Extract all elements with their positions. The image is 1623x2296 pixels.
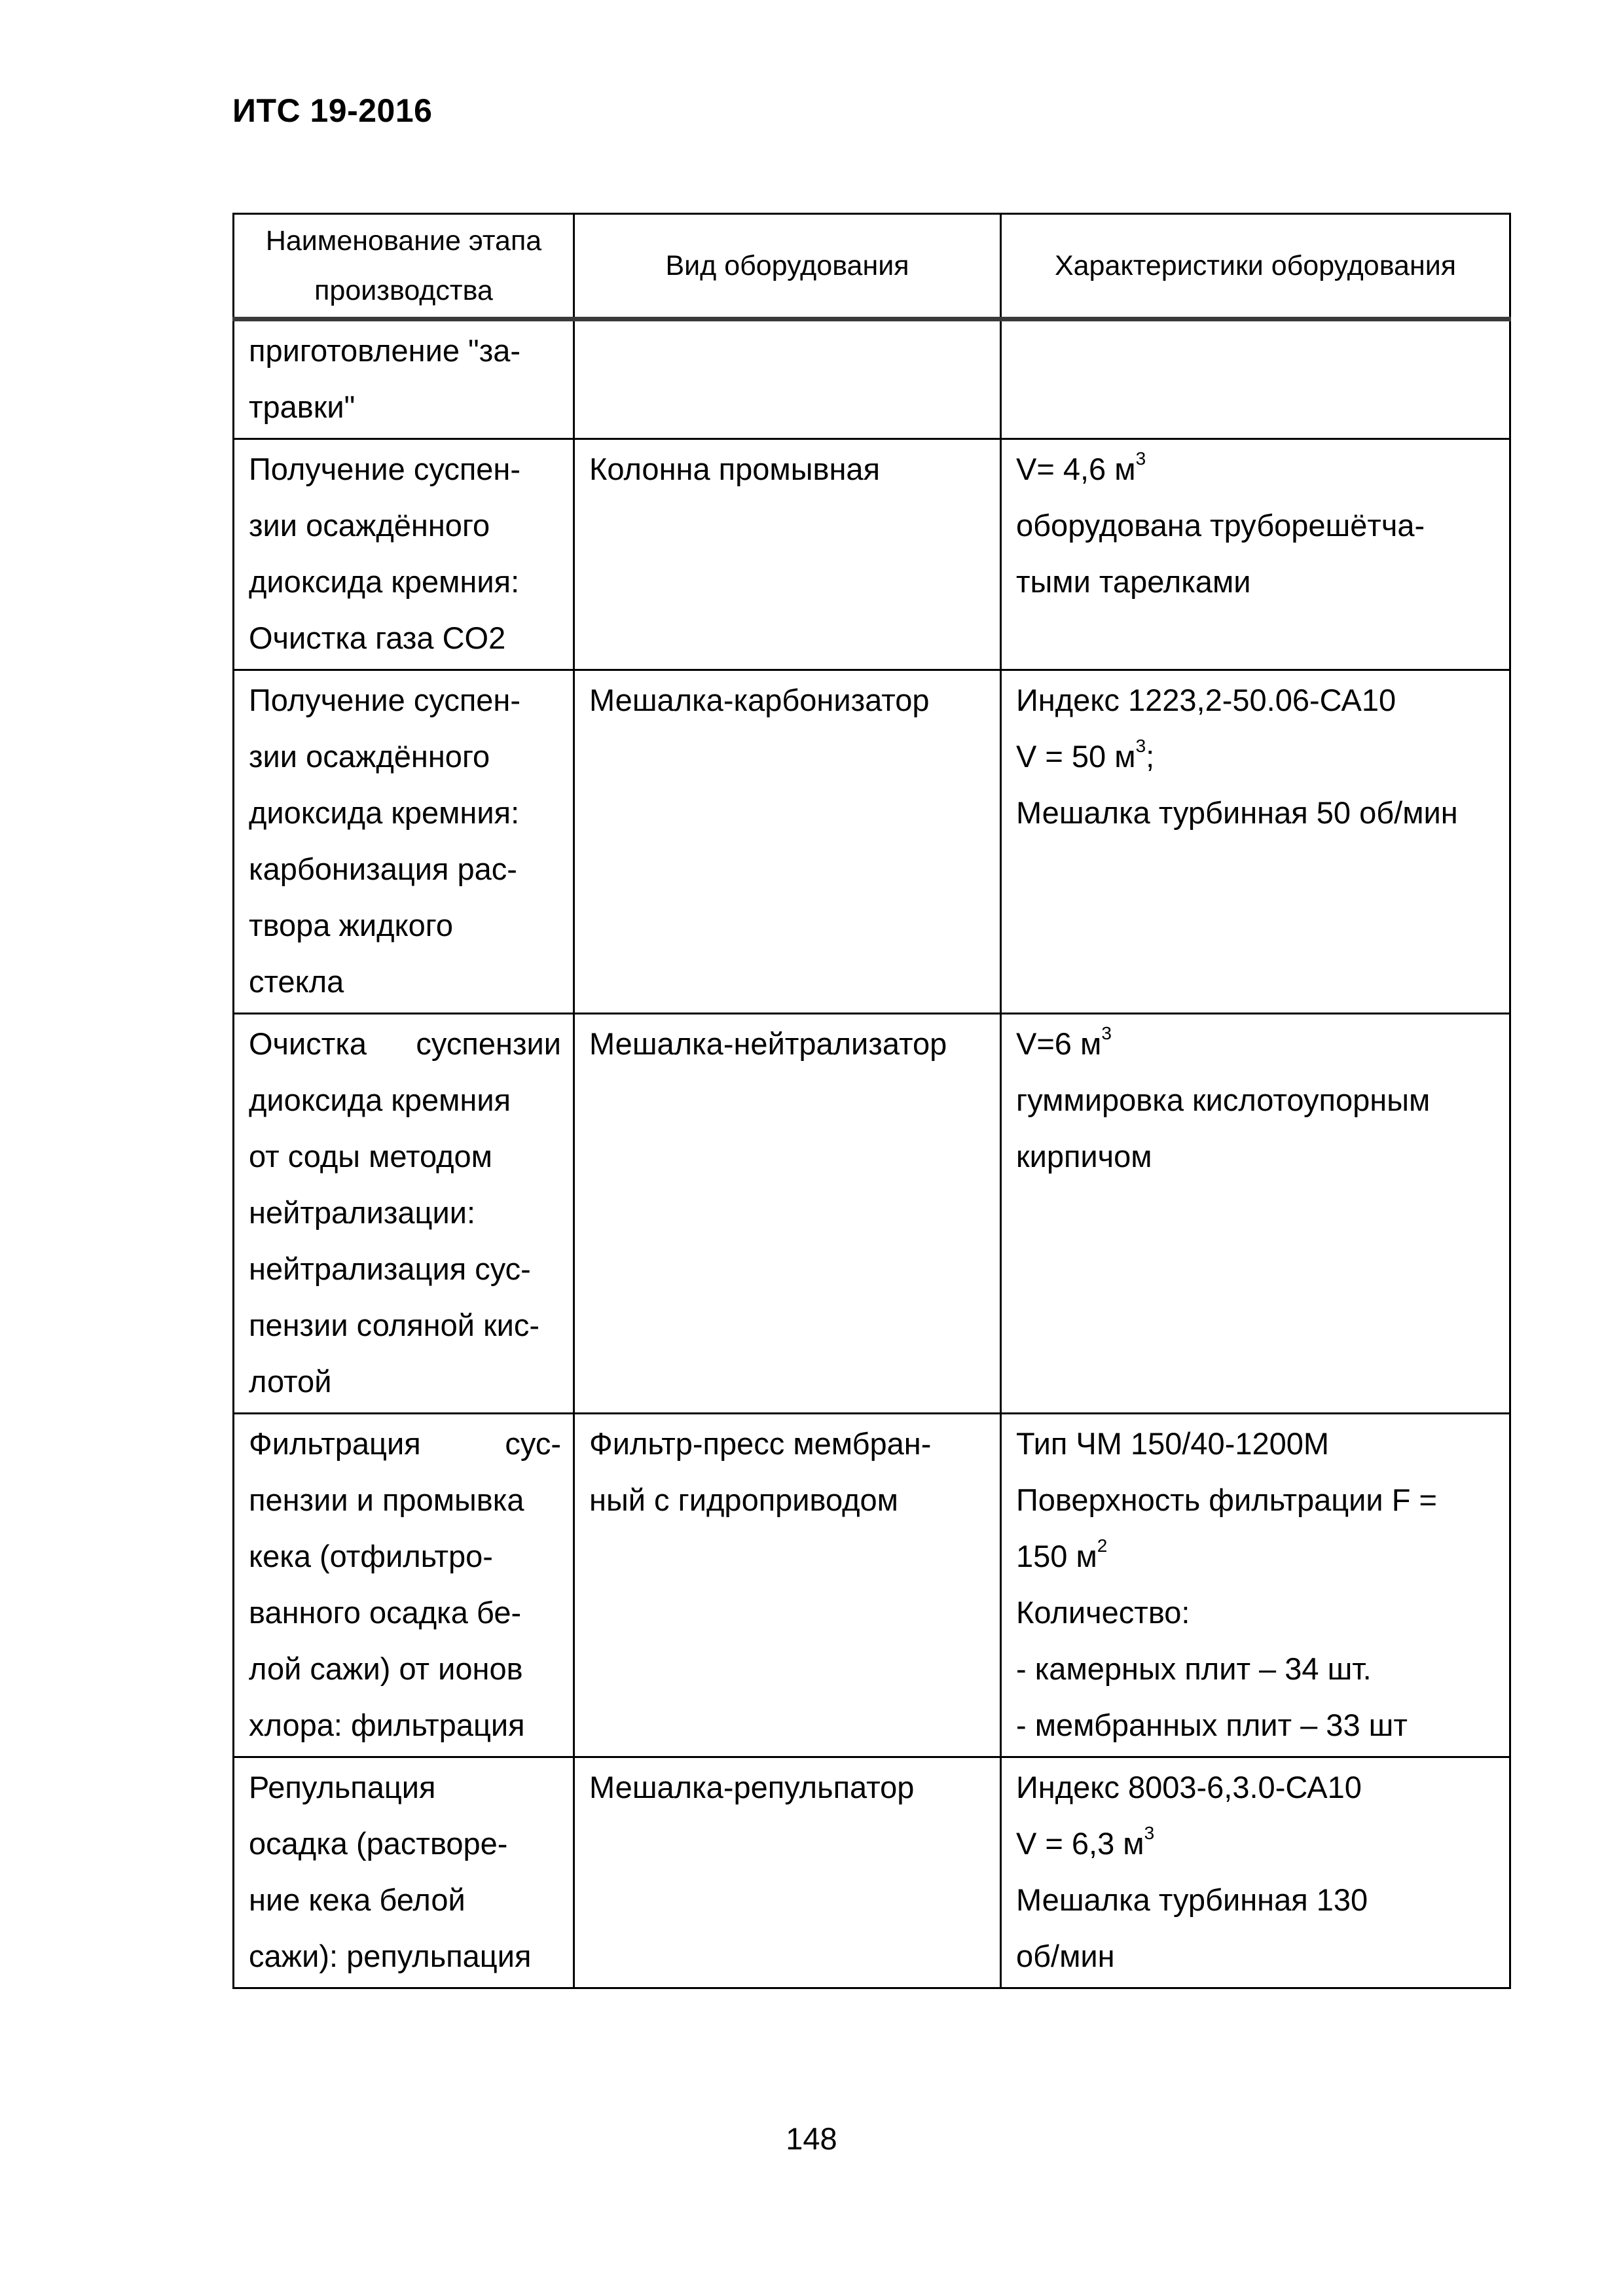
cell-line: Очистка газа CO2 <box>249 620 506 655</box>
cell-line: Фильтрация сус- <box>249 1426 561 1461</box>
column-header-specs: Характеристики оборудования <box>1001 214 1510 319</box>
stage-cell <box>234 1757 574 1988</box>
cell-line: об/мин <box>1016 1939 1115 1973</box>
cell-line: Индекс 1223,2-50.06-СА10 <box>1016 683 1396 717</box>
cell-line: Мешалка-карбонизатор <box>589 683 930 717</box>
cell-line: нейтрализация сус- <box>249 1251 531 1286</box>
equipment-cell <box>574 1014 1001 1414</box>
superscript-cube: 3 <box>1101 1023 1112 1044</box>
cell-line: Фильтр-пресс мембран- <box>589 1426 932 1461</box>
cell-line: нейтрализации: <box>249 1195 476 1230</box>
cell-line: диоксида кремния <box>249 1083 511 1117</box>
cell-line: Репульпация <box>249 1770 436 1804</box>
page-number: 148 <box>786 2121 837 2156</box>
cell-line: Мешалка-нейтрализатор <box>589 1026 947 1061</box>
equipment-table <box>232 213 1511 1989</box>
specs-cell <box>1001 1757 1510 1988</box>
stage-cell <box>234 670 574 1014</box>
table-row <box>234 1414 1510 1757</box>
cell-line: Мешалка турбинная 50 об/мин <box>1016 795 1458 830</box>
equipment-cell <box>574 1414 1001 1757</box>
cell-line: Поверхность фильтрации F = <box>1016 1482 1437 1517</box>
cell-line: ванного осадка бе- <box>249 1595 522 1630</box>
cell-line: диоксида кремния: <box>249 795 520 830</box>
cell-line: карбонизация рас- <box>249 852 517 886</box>
equipment-cell <box>574 439 1001 670</box>
specs-cell <box>1001 1014 1510 1414</box>
cell-line: - мембранных плит – 33 шт <box>1016 1708 1408 1742</box>
cell-line: Количество: <box>1016 1595 1190 1630</box>
table-row <box>234 439 1510 670</box>
specs-cell <box>1001 319 1510 439</box>
volume-line: V = 50 $м^3$; <box>1016 736 1155 774</box>
cell-line: зии осаждённого <box>249 739 490 774</box>
cell-line: кека (отфильтро- <box>249 1539 493 1573</box>
table-row <box>234 670 1510 1014</box>
cell-line: осадка (растворе- <box>249 1826 508 1861</box>
superscript-square: 2 <box>1097 1535 1108 1556</box>
cell-line: ный с гидроприводом <box>589 1482 898 1517</box>
column-header-stage: Наименование этапа производства <box>234 214 574 319</box>
cell-line: приготовление "за- <box>249 333 521 368</box>
cell-line: ние кека белой <box>249 1882 465 1917</box>
specs-cell <box>1001 1414 1510 1757</box>
cell-line: Получение суспен- <box>249 452 521 486</box>
table-header-row <box>234 214 1510 319</box>
cell-line: твора жидкого <box>249 908 454 942</box>
cell-line: Получение суспен- <box>249 683 521 717</box>
cell-line: диоксида кремния: <box>249 564 520 599</box>
stage-cell <box>234 439 574 670</box>
superscript-cube: 3 <box>1135 736 1146 757</box>
superscript-cube: 3 <box>1144 1823 1155 1844</box>
cell-line: гуммировка кислотоупорным <box>1016 1083 1431 1117</box>
volume-line: V=6 $м^3$ <box>1016 1023 1112 1061</box>
document-header-title: ИТС 19-2016 <box>232 92 433 129</box>
cell-line: хлора: фильтрация <box>249 1708 525 1742</box>
cell-line: травки" <box>249 389 356 424</box>
cell-line: пензии и промывка <box>249 1482 524 1517</box>
stage-cell <box>234 319 574 439</box>
equipment-cell <box>574 1757 1001 1988</box>
equipment-cell <box>574 319 1001 439</box>
cell-line: кирпичом <box>1016 1139 1152 1174</box>
cell-line: лотой <box>249 1364 332 1399</box>
cell-line: пензии соляной кис- <box>249 1308 540 1342</box>
table-row <box>234 1014 1510 1414</box>
cell-line: - камерных плит – 34 шт. <box>1016 1651 1372 1686</box>
cell-line: Мешалка-репульпатор <box>589 1770 915 1804</box>
cell-line: Колонна промывная <box>589 452 881 486</box>
equipment-cell <box>574 670 1001 1014</box>
volume-line: V = 6,3 $м^3$ <box>1016 1823 1155 1861</box>
specs-cell <box>1001 439 1510 670</box>
specs-cell <box>1001 670 1510 1014</box>
stage-cell <box>234 1414 574 1757</box>
cell-line: оборудована трубоpешётча- <box>1016 508 1425 543</box>
cell-line: стекла <box>249 964 344 999</box>
cell-line: Очистка суспензии <box>249 1026 561 1061</box>
volume-line: V= 4,6 $м^3$ <box>1016 448 1146 486</box>
table-row <box>234 1757 1510 1988</box>
cell-line: Тип ЧМ 150/40-1200М <box>1016 1426 1330 1461</box>
cell-line: зии осаждённого <box>249 508 490 543</box>
column-header-equipment: Вид оборудования <box>574 214 1001 319</box>
cell-line: тыми тарелками <box>1016 564 1251 599</box>
table-row <box>234 319 1510 439</box>
cell-line: лой сажи) от ионов <box>249 1651 523 1686</box>
area-line: 150 $м^2$ <box>1016 1535 1108 1573</box>
cell-line: от соды методом <box>249 1139 492 1174</box>
stage-cell <box>234 1014 574 1414</box>
cell-line: Мешалка турбинная 130 <box>1016 1882 1368 1917</box>
cell-line: сажи): репульпация <box>249 1939 532 1973</box>
cell-line: Индекс 8003-6,3.0-СА10 <box>1016 1770 1362 1804</box>
superscript-cube: 3 <box>1135 448 1146 469</box>
